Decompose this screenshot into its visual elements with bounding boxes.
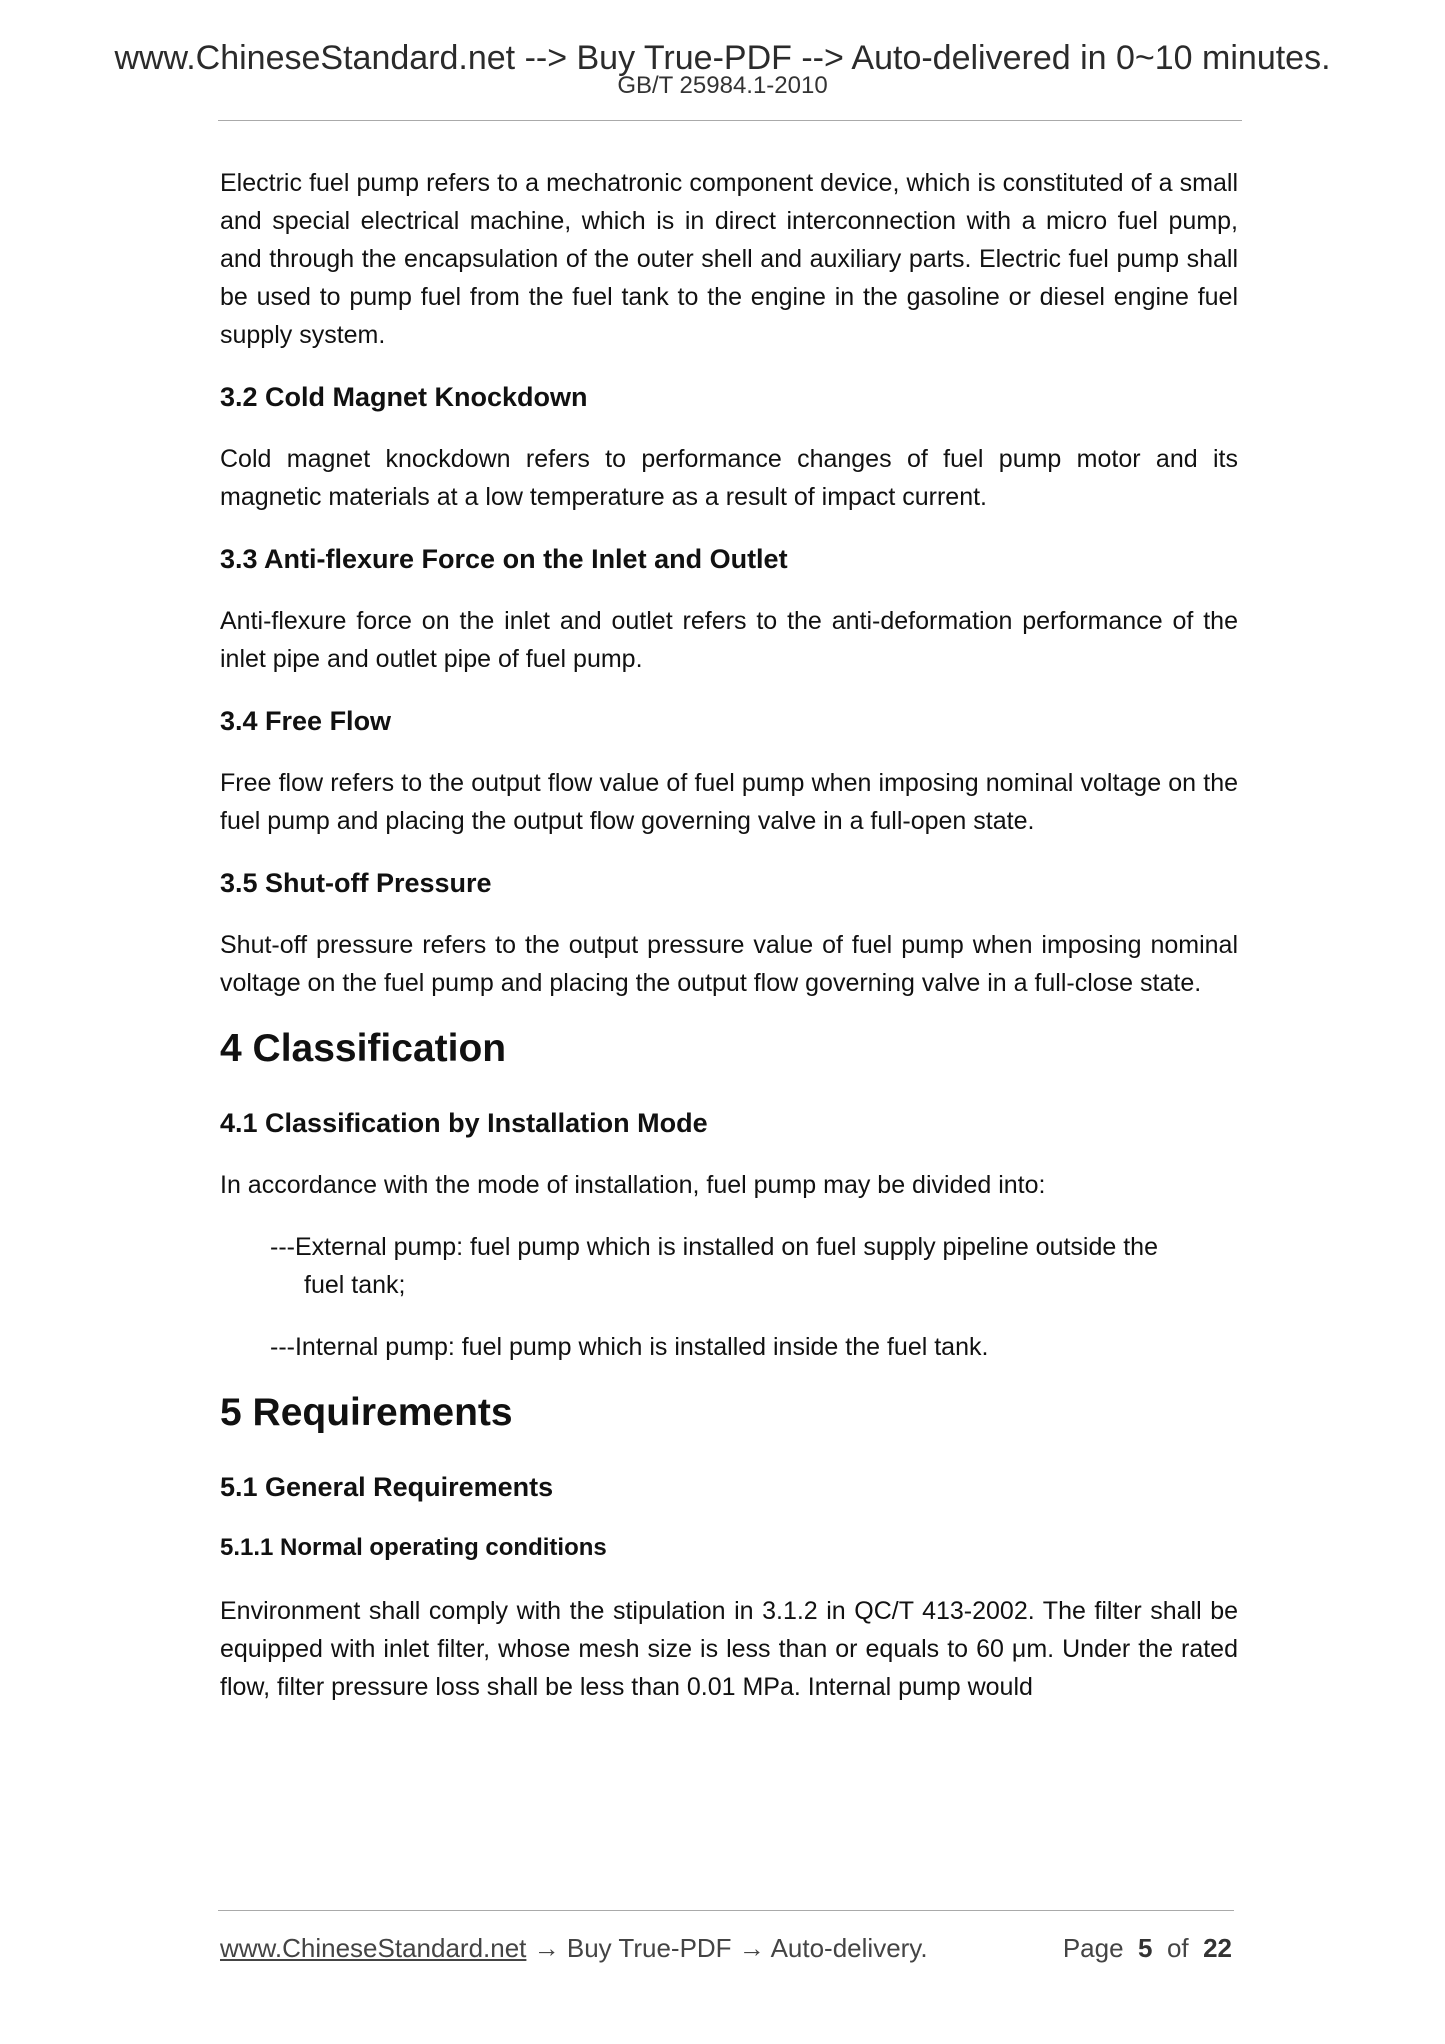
heading-5: 5 Requirements xyxy=(220,1391,513,1434)
paragraph-3-5: Shut-off pressure refers to the output pressure value of fuel pump when imposing nominal voltage on the fuel pump and placing the output flow governing valve in a full-close state. xyxy=(220,931,1238,997)
intro-paragraph: Electric fuel pump refers to a mechatronic component device, which is constituted of a small and special electrical machine, which is in direct interconnection with a micro fuel pump, and through the encapsulation of the outer shell and auxiliary parts. Electric fuel pump shall be used to pump fuel from the fuel tank to the engine in the gasoline or diesel engine fuel supply system. xyxy=(220,169,1238,349)
page-footer xyxy=(220,1928,1232,1968)
of-label: of xyxy=(1166,1933,1189,1963)
list-item-text: ---External pump: fuel pump which is installed on fuel supply pipeline outside the xyxy=(270,1233,1158,1261)
heading-3-5: 3.5 Shut-off Pressure xyxy=(220,868,492,898)
footer-divider xyxy=(218,1910,1234,1911)
heading-3-2: 3.2 Cold Magnet Knockdown xyxy=(220,382,588,412)
paragraph-3-2: Cold magnet knockdown refers to performance changes of fuel pump motor and its magnetic materials at a low temperature as a result of impact current. xyxy=(220,445,1238,511)
page-indicator xyxy=(1063,1928,1232,1968)
page-label: Page xyxy=(1062,1933,1124,1963)
heading-5-1-1: 5.1.1 Normal operating conditions xyxy=(220,1534,607,1561)
paragraph-5-1-1: Environment shall comply with the stipulation in 3.1.2 in QC/T 413-2002. The filter shall be equipped with inlet filter, whose mesh size is less than or equals to 60 μm. Under the rated flow, filter pressure loss shall be less than 0.01 MPa. Internal pump would xyxy=(220,1597,1238,1701)
list-item-continuation: fuel tank; xyxy=(304,1271,406,1299)
paragraph-3-4: Free flow refers to the output flow value of fuel pump when imposing nominal voltage on the fuel pump and placing the output flow governing valve in a full-open state. xyxy=(220,769,1238,835)
footer-left xyxy=(220,1928,928,1968)
list-item xyxy=(270,1328,1238,1366)
header-divider xyxy=(218,120,1242,121)
paragraph-3-3: Anti-flexure force on the inlet and outlet refers to the anti-deformation performance of the inlet pipe and outlet pipe of fuel pump. xyxy=(220,607,1238,673)
footer-tagline: → Buy True-PDF → Auto-delivery. xyxy=(526,1933,928,1963)
site-link[interactable]: www.ChineseStandard.net xyxy=(220,1933,527,1963)
heading-5-1: 5.1 General Requirements xyxy=(220,1472,554,1502)
page-total: 22 xyxy=(1203,1933,1232,1963)
list-item xyxy=(270,1228,1238,1304)
list-item-text: ---Internal pump: fuel pump which is installed inside the fuel tank. xyxy=(270,1333,989,1361)
standard-number: GB/T 25984.1-2010 xyxy=(617,72,828,99)
heading-3-4: 3.4 Free Flow xyxy=(220,706,392,736)
heading-3-3: 3.3 Anti-flexure Force on the Inlet and Outlet xyxy=(220,544,788,574)
page-current: 5 xyxy=(1138,1933,1153,1963)
top-banner: www.ChineseStandard.net --> Buy True-PDF --> Auto-delivered in 0~10 minutes. xyxy=(114,39,1331,77)
page-content xyxy=(220,164,1238,1730)
paragraph-4-1: In accordance with the mode of installation, fuel pump may be divided into: xyxy=(220,1171,1046,1199)
heading-4-1: 4.1 Classification by Installation Mode xyxy=(220,1108,708,1138)
heading-4: 4 Classification xyxy=(220,1027,507,1070)
